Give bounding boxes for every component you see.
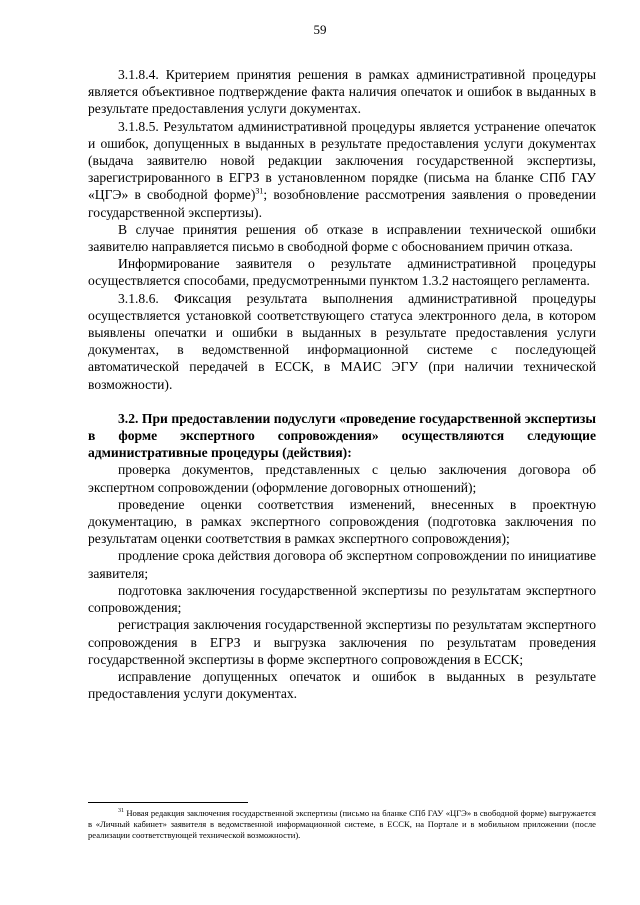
procedure-item: подготовка заключения государственной экспертизы по результатам экспертного сопровождения;: [88, 582, 596, 616]
paragraph-3-1-8-5-text: 3.1.8.5. Результатом административной процедуры является устранение опечаток и ошибок, допущенных в выданных в результате предоставления услуги документах (выдача заявителю новой редакции заключения государственной экспертизы, зарегистрированного в ЕГРЗ в установленном порядке (письма на бланке СПб ГАУ «ЦГЭ» в свободной форме): [88, 118, 596, 203]
footnote: [88, 808, 596, 842]
footnote-marker: 31: [118, 808, 124, 815]
procedure-item: продление срока действия договора об экспертном сопровождении по инициативе заявителя;: [88, 548, 596, 581]
document-body: [88, 66, 596, 702]
procedure-item: проведение оценки соответствия изменений, внесенных в проектную документацию, в рамках экспертного сопровождения (подготовка заключения по результатам оценки соответствия в рамках экспертного сопровождения);: [88, 496, 596, 547]
paragraph-3-1-8-6: 3.1.8.6. Фиксация результата выполнения административной процедуры осуществляется установкой соответствующего статуса электронного дела, в котором выявлены опечатки и ошибки в выданных в результате предоставления услуги документах, в ведомственной информационной системе с последующей автоматической передачей в ЕССК, в МАИС ЭГУ (при наличии технической возможности).: [88, 290, 596, 392]
procedure-item: исправление допущенных опечаток и ошибок в выданных в результате предоставления услуги документах.: [88, 668, 596, 702]
paragraph-3-1-8-4: 3.1.8.4. Критерием принятия решения в рамках административной процедуры является объективное подтверждение факта наличия опечаток и ошибок в выданных в результате предоставления услуги документах.: [88, 67, 596, 117]
page-number: 59: [313, 22, 327, 37]
footnote-divider: [88, 802, 248, 803]
section-3-2-heading: 3.2. При предоставлении подуслуги «проведение государственной экспертизы в форме экспертного сопровождения» осуществляются следующие административные процедуры (действия):: [88, 410, 596, 461]
procedure-item: проверка документов, представленных с целью заключения договора об экспертном сопровождении (оформление договорных отношений);: [88, 462, 596, 495]
procedure-item: регистрация заключения государственной экспертизы по результатам экспертного сопровождения в ЕГРЗ и выгрузка заключения по результатам проведения государственной экспертизы в форме экспертного сопровождения в ЕССК;: [88, 617, 596, 667]
paragraph-3-1-8-5: [88, 118, 596, 221]
paragraph-refusal: В случае принятия решения об отказе в исправлении технической ошибки заявителю направляется письмо в свободной форме с обоснованием причин отказа.: [88, 221, 596, 255]
footnote-text: Новая редакция заключения государственной экспертизы (письмо на бланке СПб ГАУ «ЦГЭ» в свободной форме) выгружается в «Личный кабинет» заявителя в ведомственной информационной системе, в ЕССК, на Портале и в мобильном приложении (после реализации соответствующей технической возможности).: [88, 808, 596, 841]
footnote-reference: 31: [255, 186, 264, 196]
paragraph-informing: Информирование заявителя о результате административной процедуры осуществляется способами, предусмотренными пунктом 1.3.2 настоящего регламента.: [88, 256, 596, 289]
section-spacer: [88, 393, 596, 410]
paragraph-3-1-8-5-tail: ; возобновление рассмотрения заявления о проведении государственной экспертизы).: [88, 187, 596, 220]
